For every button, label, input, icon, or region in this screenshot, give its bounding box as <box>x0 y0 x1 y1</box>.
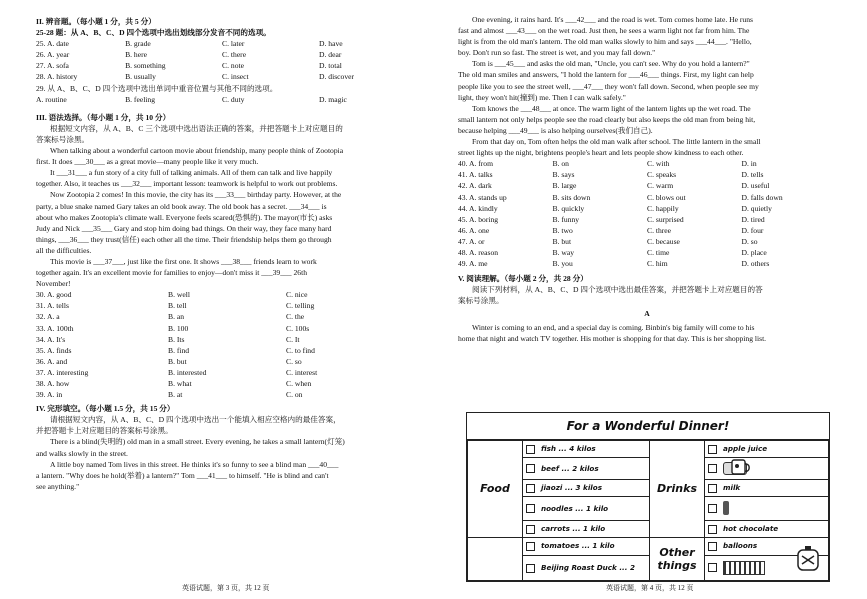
option: D. so <box>741 236 758 246</box>
option: 47. A. or <box>458 236 485 246</box>
option: 34. A. It's <box>36 334 66 344</box>
option: 27. A. sofa <box>36 61 69 71</box>
option: C. the <box>286 312 305 322</box>
option: B. interested <box>168 367 207 377</box>
option: 48. A. reason <box>458 247 499 257</box>
passage-line: One evening, it rains hard. It's ___42___ and the road is wet. Tom comes home late. He runs <box>472 15 753 24</box>
checkbox[interactable] <box>708 542 717 551</box>
option: 44. A. kindly <box>458 203 498 213</box>
option: B. says <box>552 170 575 180</box>
section-3-title: III. 语法选择。（每小题 1 分，共 10 分） <box>36 112 171 122</box>
checkbox[interactable] <box>526 445 535 454</box>
passage-line: all the difficulties. <box>36 245 92 255</box>
passage-line: It ___31___ a fun story of a city full of talking animals. All of them can talk and live happily <box>50 168 333 178</box>
option: B. large <box>552 181 577 191</box>
drink-item <box>705 457 829 479</box>
option: B. but <box>168 356 187 366</box>
shopping-list <box>466 412 830 582</box>
food-category: Food <box>468 441 523 538</box>
option: 26. A. year <box>36 50 70 60</box>
option-row <box>458 225 836 236</box>
option: D. tells <box>741 170 764 180</box>
cloze-passage-continued <box>458 14 836 158</box>
option: B. way <box>552 247 575 257</box>
option: C. happily <box>647 203 679 213</box>
option: 39. A. in <box>36 390 63 400</box>
food-category-cont <box>468 537 523 580</box>
option: B. funny <box>552 214 580 224</box>
section-2-options <box>36 38 416 82</box>
passage-line: because helping ___49___ is also helping ourselves(我们自己). <box>458 125 653 135</box>
passage-line: From that day on, Tom often helps the old man walk after school. The little lantern in the small <box>472 137 761 147</box>
option: B. well <box>168 290 190 300</box>
option-row <box>458 158 836 169</box>
checkbox[interactable] <box>526 464 535 473</box>
section-4-instruction-2: 并把答题卡上对应题目的答案标号涂黑。 <box>36 426 173 436</box>
option-row <box>36 356 416 367</box>
option-row <box>36 389 416 400</box>
reading-passage <box>458 322 836 344</box>
passage-line: light, they won't hit(撞到) me. Then I can walk safely." <box>458 92 626 102</box>
option: D. magic <box>319 94 347 104</box>
option: C. three <box>647 225 672 235</box>
option: C. with <box>647 159 670 169</box>
section-5-instruction: 阅读下列材料，从 A、B、C、D 四个选项中选出最佳答案，并把答题卡上对应题目的答 <box>472 285 763 295</box>
option: C. interest <box>286 367 318 377</box>
option: 36. A. and <box>36 356 68 366</box>
option-row <box>36 378 416 389</box>
option: B. quickly <box>552 203 585 213</box>
option: D. four <box>741 225 764 235</box>
passage-line: Now Zootopia 2 comes! In this movie, the city has its ___33___ birthday party. However, at the <box>50 190 342 200</box>
option: D. tired <box>741 214 765 224</box>
option: C. when <box>286 379 312 388</box>
option: D. in <box>741 159 757 169</box>
option: 37. A. interesting <box>36 367 89 377</box>
checkbox[interactable] <box>708 504 717 513</box>
option-row <box>36 38 416 49</box>
passage-line: party, a blue snake named Gary takes an old book away. The old book has a secret. ___34___ is <box>36 201 327 211</box>
option: 35. A. finds <box>36 345 72 355</box>
drink-item: milk <box>705 480 829 497</box>
section-5-instruction-2: 案标号涂黑。 <box>458 296 504 306</box>
passage-line: A little boy named Tom lives in this street. He thinks it's so funny to see a blind man ___40___ <box>50 459 339 469</box>
part-a-label: A <box>644 309 650 319</box>
food-item: Beijing Roast Duck ... 2 <box>523 555 650 580</box>
section-3-instruction: 根据短文内容，从 A、B、C 三个选项中选出语法正确的答案，并把答题卡上对应题目的 <box>50 123 343 133</box>
option: D. useful <box>741 181 770 191</box>
option: 30. A. good <box>36 290 72 300</box>
passage-line: and walks slowly in the street. <box>36 448 128 458</box>
option: B. tell <box>168 301 187 311</box>
option: B. Its <box>168 334 185 344</box>
option: C. telling <box>286 301 315 311</box>
grammar-passage <box>36 145 416 289</box>
option-row <box>36 334 416 345</box>
passage-line: boy. Don't run so fast. The street is wet, and you may fall down." <box>458 48 656 58</box>
drinks-category: Drinks <box>650 441 705 538</box>
food-item: noodles ... 1 kilo <box>523 496 650 520</box>
option: 38. A. how <box>36 379 70 388</box>
option-row <box>36 345 416 356</box>
food-item: fish ... 4 kilos <box>523 441 650 458</box>
option: A. routine <box>36 94 67 104</box>
other-item: balloons <box>705 537 829 555</box>
checkbox[interactable] <box>526 484 535 493</box>
option: B. sits down <box>552 192 591 202</box>
section-3-options <box>36 289 416 400</box>
q29-instruction: 29. 从 A、B、C、D 四个选项中选出单词中重音位置与其他不同的选项。 <box>36 83 278 93</box>
section-3-instruction-2: 答案标号涂黑。 <box>36 134 90 144</box>
passage-line: people like you to see the street well, ___47___ they won't fall down. Second, when people see my <box>458 81 759 91</box>
page-footer-right: 英语试题，第 4 页，共 12 页 <box>606 584 694 592</box>
food-item: carrots ... 1 kilo <box>523 520 650 537</box>
drink-item: hot chocolate <box>705 520 829 537</box>
option-row <box>36 323 416 334</box>
option: 49. A. me <box>458 259 488 269</box>
option: B. but <box>552 236 572 246</box>
section-4-options <box>458 158 836 269</box>
option-row <box>36 49 416 60</box>
option: 33. A. 100th <box>36 323 74 333</box>
drink-item: apple juice <box>705 441 829 458</box>
option: C. there <box>222 50 247 60</box>
option: 45. A. boring <box>458 214 499 224</box>
option: 32. A. a <box>36 312 60 322</box>
option: B. find <box>168 345 190 355</box>
option: C. note <box>222 61 244 71</box>
option: B. at <box>168 390 183 400</box>
option: D. total <box>319 61 342 71</box>
passage-line: The old man smiles and answers, "I hold the lantern for ___46___ things. First, my light can help <box>458 70 754 80</box>
passage-line: Winter is coming to an end, and a special day is coming. Binbin's big family will come to his <box>472 322 755 332</box>
checkbox[interactable] <box>526 564 535 573</box>
q29-options <box>36 94 416 105</box>
passage-line: small lantern not only helps people see the road clearly but also keeps the old man from being hit, <box>458 114 756 124</box>
option: 31. A. tells <box>36 301 69 311</box>
option: B. usually <box>125 72 156 82</box>
option: C. warm <box>647 181 674 191</box>
option: 43. A. stands up <box>458 192 507 202</box>
option: D. quietly <box>741 203 772 213</box>
option: C. 100s <box>286 323 310 333</box>
passage-line: When talking about a wonderful cartoon movie about friendship, many people think of Zootopia <box>50 146 344 156</box>
passage-line: a lantern. "Why does he hold(举着) a lantern?" Tom ___41___ to himself. "He is blind and can't <box>36 470 329 480</box>
option: B. you <box>552 259 573 269</box>
passage-line: November! <box>36 279 71 289</box>
option-row <box>458 247 836 258</box>
option: B. here <box>125 50 147 60</box>
option-row <box>36 311 416 322</box>
section-2-instruction: 25-28 题：从 A、B、C、D 四个选项中选出划线部分发音不同的选项。 <box>36 28 271 38</box>
option-row <box>458 214 836 225</box>
option-row <box>458 203 836 214</box>
option-row <box>458 258 836 269</box>
option: 41. A. talks <box>458 170 493 180</box>
checkbox[interactable] <box>708 525 717 534</box>
passage-line: about who makes Zootopia's climate wall. Everyone feels scared(恐惧的). The mayor(市长) asks <box>36 212 333 222</box>
option-row <box>458 169 836 180</box>
passage-line: This movie is ___37___, just like the first one. It shows ___38___ friends learn to work <box>50 256 317 266</box>
option: C. nice <box>286 290 308 300</box>
passage-line: together. Also, it teaches us ___32___ important lesson: teamwork is helpful to work out problems. <box>36 179 338 189</box>
option: C. to find <box>286 345 315 355</box>
option: B. what <box>168 379 192 388</box>
drink-item <box>705 496 829 520</box>
passage-line: Tom is ___45___ and asks the old man, "Uncle, you can't see. Why do you hold a lantern?" <box>472 59 750 69</box>
option: D. place <box>741 247 767 257</box>
option: 42. A. dark <box>458 181 492 191</box>
option: C. duty <box>222 94 245 104</box>
option: C. because <box>647 236 680 246</box>
shopping-table <box>467 440 829 581</box>
option: 46. A. one <box>458 225 490 235</box>
option: 25. A. date <box>36 39 69 49</box>
food-item: tomatoes ... 1 kilo <box>523 537 650 555</box>
option: B. on <box>552 159 569 169</box>
checkbox[interactable] <box>708 445 717 454</box>
section-4-title: IV. 完形填空。（每小题 1.5 分，共 15 分） <box>36 404 175 414</box>
option: D. dear <box>319 50 342 60</box>
checkbox[interactable] <box>708 563 717 572</box>
option: 28. A. history <box>36 72 78 82</box>
option: B. two <box>552 225 573 235</box>
option: B. 100 <box>168 323 189 333</box>
food-item: beef ... 2 kilos <box>523 457 650 479</box>
page-footer-left: 英语试题，第 3 页，共 12 页 <box>182 584 270 592</box>
option: C. time <box>647 247 670 257</box>
option: C. on <box>286 390 303 400</box>
option-row <box>36 367 416 378</box>
shopping-list-title: For a Wonderful Dinner! <box>467 413 829 440</box>
section-5-title: V. 阅读理解。（每小题 2 分，共 28 分） <box>458 274 588 284</box>
option: D. others <box>741 259 770 269</box>
checkbox[interactable] <box>526 542 535 551</box>
option: C. him <box>647 259 668 269</box>
option: C. It <box>286 334 300 344</box>
option: B. grade <box>125 39 151 49</box>
passage-line: see anything." <box>36 481 80 491</box>
option-row <box>36 60 416 71</box>
option-row <box>36 300 416 311</box>
option: C. so <box>286 356 302 366</box>
cloze-passage <box>36 436 416 491</box>
option-row <box>36 289 416 300</box>
option-row <box>458 180 836 191</box>
option: 40. A. from <box>458 159 494 169</box>
lantern-icon <box>793 544 823 574</box>
section-2-title: II. 辨音题。（每小题 1 分，共 5 分） <box>36 17 156 26</box>
food-item: jiaozi ... 3 kilos <box>523 480 650 497</box>
checkbox[interactable] <box>708 464 717 473</box>
passage-line: There is a blind(失明的) old man in a small street. Every evening, he takes a small lantern(灯笼) <box>50 437 345 447</box>
option: C. surprised <box>647 214 684 224</box>
checkbox[interactable] <box>526 504 535 513</box>
passage-line: things, ___36___ they trust(信任) each other all the time. Their friendship helps them go through <box>36 234 332 244</box>
passage-line: street lights up the night, brightens people's heart and lets people show kindness to each other. <box>458 148 744 158</box>
other-category: Other things <box>650 537 705 580</box>
option-row <box>458 236 836 247</box>
option-row <box>458 192 836 203</box>
passage-line: Tom knows the ___48___ at once. The warm light of the lantern lights up the wet road. The <box>472 103 751 113</box>
passage-line: together again. It's an excellent movie for families to enjoy—don't miss it ___39___ 26th <box>36 268 307 278</box>
section-4-instruction: 请根据短文内容，从 A、B、C、D 四个选项中选出一个能填入相应空格内的最佳答案， <box>50 415 341 425</box>
mug-icon <box>729 456 751 476</box>
passage-line: Judy and Nick ___35___ Gary and stop him doing bad things. On their way, they face many hard <box>36 223 332 233</box>
option: B. something <box>125 61 166 71</box>
bottle-icon <box>723 501 729 515</box>
passage-line: light is from the old man's lantern. The old man walks slowly to him and says ___44___. "Hello, <box>458 37 752 47</box>
option: D. have <box>319 39 343 49</box>
option: C. insect <box>222 72 249 82</box>
option: B. feeling <box>125 94 156 104</box>
right-page <box>458 14 836 344</box>
option: D. falls down <box>741 192 783 202</box>
checkbox[interactable] <box>708 484 717 493</box>
passage-line: home that night and watch TV together. His mother is shopping for that day. This is her shopping list. <box>458 333 767 343</box>
passage-line: fast and almost ___43___ on the wet road. Just then, he sees a warm light not far from him. The <box>458 26 750 36</box>
firecracker-icon <box>723 561 765 575</box>
option: C. speaks <box>647 170 677 180</box>
left-page <box>36 14 416 492</box>
option-row <box>36 71 416 82</box>
passage-line: first. It does ___30___ as a great movie—many people like it very much. <box>36 157 259 167</box>
option: C. blows out <box>647 192 686 202</box>
checkbox[interactable] <box>526 525 535 534</box>
option: B. an <box>168 312 185 322</box>
option: D. discover <box>319 72 355 82</box>
option: C. later <box>222 39 245 49</box>
